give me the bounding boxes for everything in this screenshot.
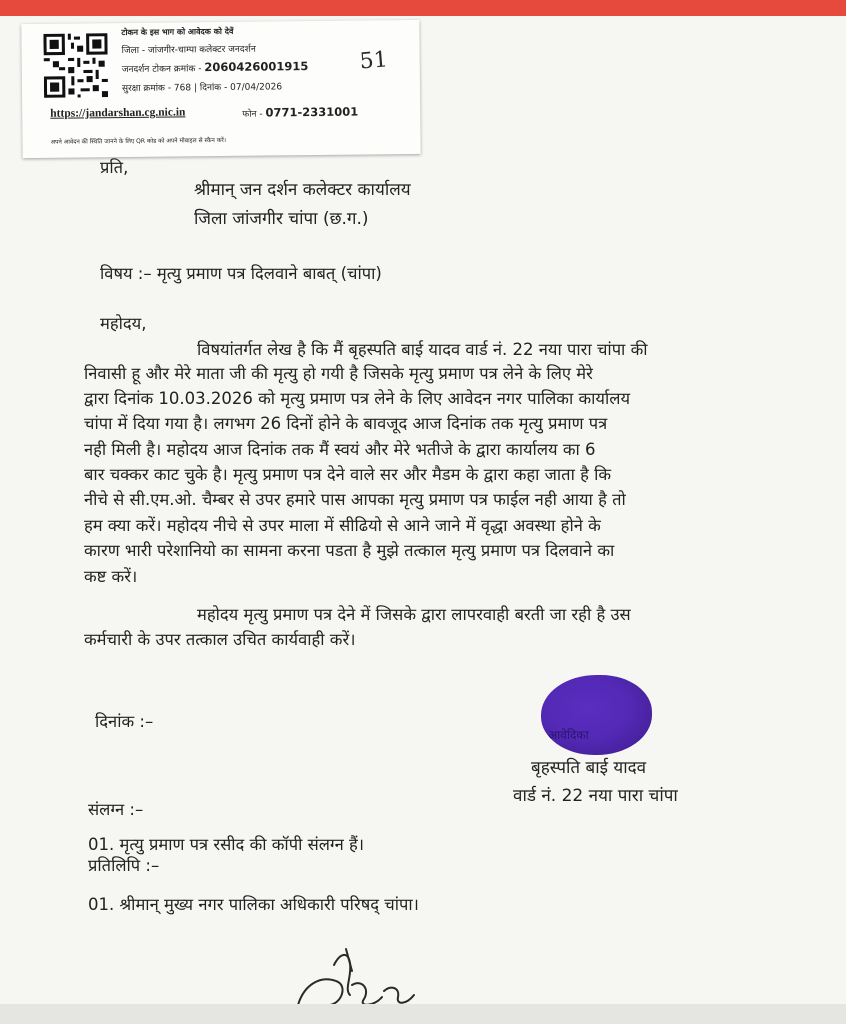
body-line: नीचे से सी.एम.ओ. चैम्बर से उपर हमारे पास आपका मृत्यु प्रमाण पत्र फाईल नही आया है तो [84, 490, 626, 509]
token-number-row [122, 59, 309, 75]
token-district: जिला - जांजगीर-चाम्पा कलेक्टर जनदर्शन [121, 44, 256, 57]
sender-address: वार्ड नं. 22 नया पारा चांपा [513, 786, 678, 806]
body-line: बार चक्कर काट चुके है। मृत्यु प्रमाण पत्र देने वाले सर और मैडम के द्वारा कहा जाता है कि [84, 465, 612, 484]
body-line: निवासी हू और मेरे माता जी की मृत्यु हो गयी है जिसके मृत्यु प्रमाण पत्र लेने के लिए मेरे [84, 364, 593, 383]
seal-text: आवेदिका [548, 728, 589, 742]
body-line: द्वारा दिनांक 10.03.2026 को मृत्यु प्रमाण पत्र लेने के लिए आवेदन नगर पालिका कार्यालय [84, 389, 631, 408]
body-line: कारण भारी परेशानियो का सामना करना पडता है मुझे तत्काल मृत्यु प्रमाण पत्र दिलवाने का [84, 541, 615, 560]
token-number-label: जनदर्शन टोकन क्रमांक - [121, 64, 205, 76]
qr-code-icon [43, 33, 108, 98]
token-phone-row [242, 105, 358, 120]
addressee-line-2: जिला जांजगीर चांपा (छ.ग.) [194, 209, 369, 229]
body-line: विषयांतर्गत लेख है कि मैं बृहस्पति बाई यादव वार्ड नं. 22 नया पारा चांपा की [197, 340, 648, 359]
subject-line: विषय :– मृत्यु प्रमाण पत्र दिलवाने बाबत् (चांपा) [100, 264, 382, 283]
copy-label: प्रतिलिपि :– [88, 856, 160, 875]
token-url: https://jandarshan.cg.nic.in [50, 106, 186, 120]
sender-name: बृहस्पति बाई यादव [531, 758, 647, 778]
bottom-bar [0, 1004, 846, 1024]
handwritten-number: 51 [358, 47, 389, 75]
token-note: अपने आवेदन की स्थिति जानने के लिए QR कोड को अपने मोबाइल से स्कैन करें। [50, 136, 227, 146]
enclosure-label: संलग्न :– [88, 800, 144, 819]
body-line: कष्ट करें। [84, 567, 138, 586]
body-line: चांपा में दिया गया है। लगभग 26 दिनों होने के बावजूद आज दिनांक तक मृत्यु प्रमाण पत्र [84, 414, 608, 433]
ink-thumbprint-seal [541, 675, 652, 755]
enclosure-item: 01. मृत्यु प्रमाण पत्र रसीद की कॉपी संलग्न हैं। [88, 835, 364, 854]
token-security-date: सुरक्षा क्रमांक - 768 | दिनांक - 07/04/2026 [121, 82, 283, 95]
top-color-bar [0, 0, 846, 16]
date-label: दिनांक :– [95, 712, 154, 731]
addressee-line-1: श्रीमान् जन दर्शन कलेक्टर कार्यालय [194, 180, 411, 200]
token-phone-label: फोन - [242, 109, 266, 120]
token-heading: टोकन के इस भाग को आवेदक को देवें [121, 26, 234, 38]
salutation: महोदय, [100, 314, 147, 333]
letter-to: प्रति, [100, 158, 129, 177]
body-line: महोदय मृत्यु प्रमाण पत्र देने में जिसके द्वारा लापरवाही बरती जा रही है उस [197, 605, 631, 624]
body-line: हम क्या करें। महोदय नीचे से उपर माला में सीढियो से आने जाने में वृद्धा अवस्था होने के [84, 516, 601, 535]
body-line: कर्मचारी के उपर तत्काल उचित कार्यवाही करें। [84, 630, 356, 649]
token-number: 2060426001915 [204, 59, 309, 75]
jandarshan-token-slip [21, 20, 420, 158]
token-phone: 0771-2331001 [265, 104, 359, 120]
copy-item: 01. श्रीमान् मुख्य नगर पालिका अधिकारी परिषद् चांपा। [88, 895, 419, 914]
body-line: नही मिली है। महोदय आज दिनांक तक मैं स्वयं और मेरे भतीजे के द्वारा कार्यालय का 6 [84, 440, 596, 459]
